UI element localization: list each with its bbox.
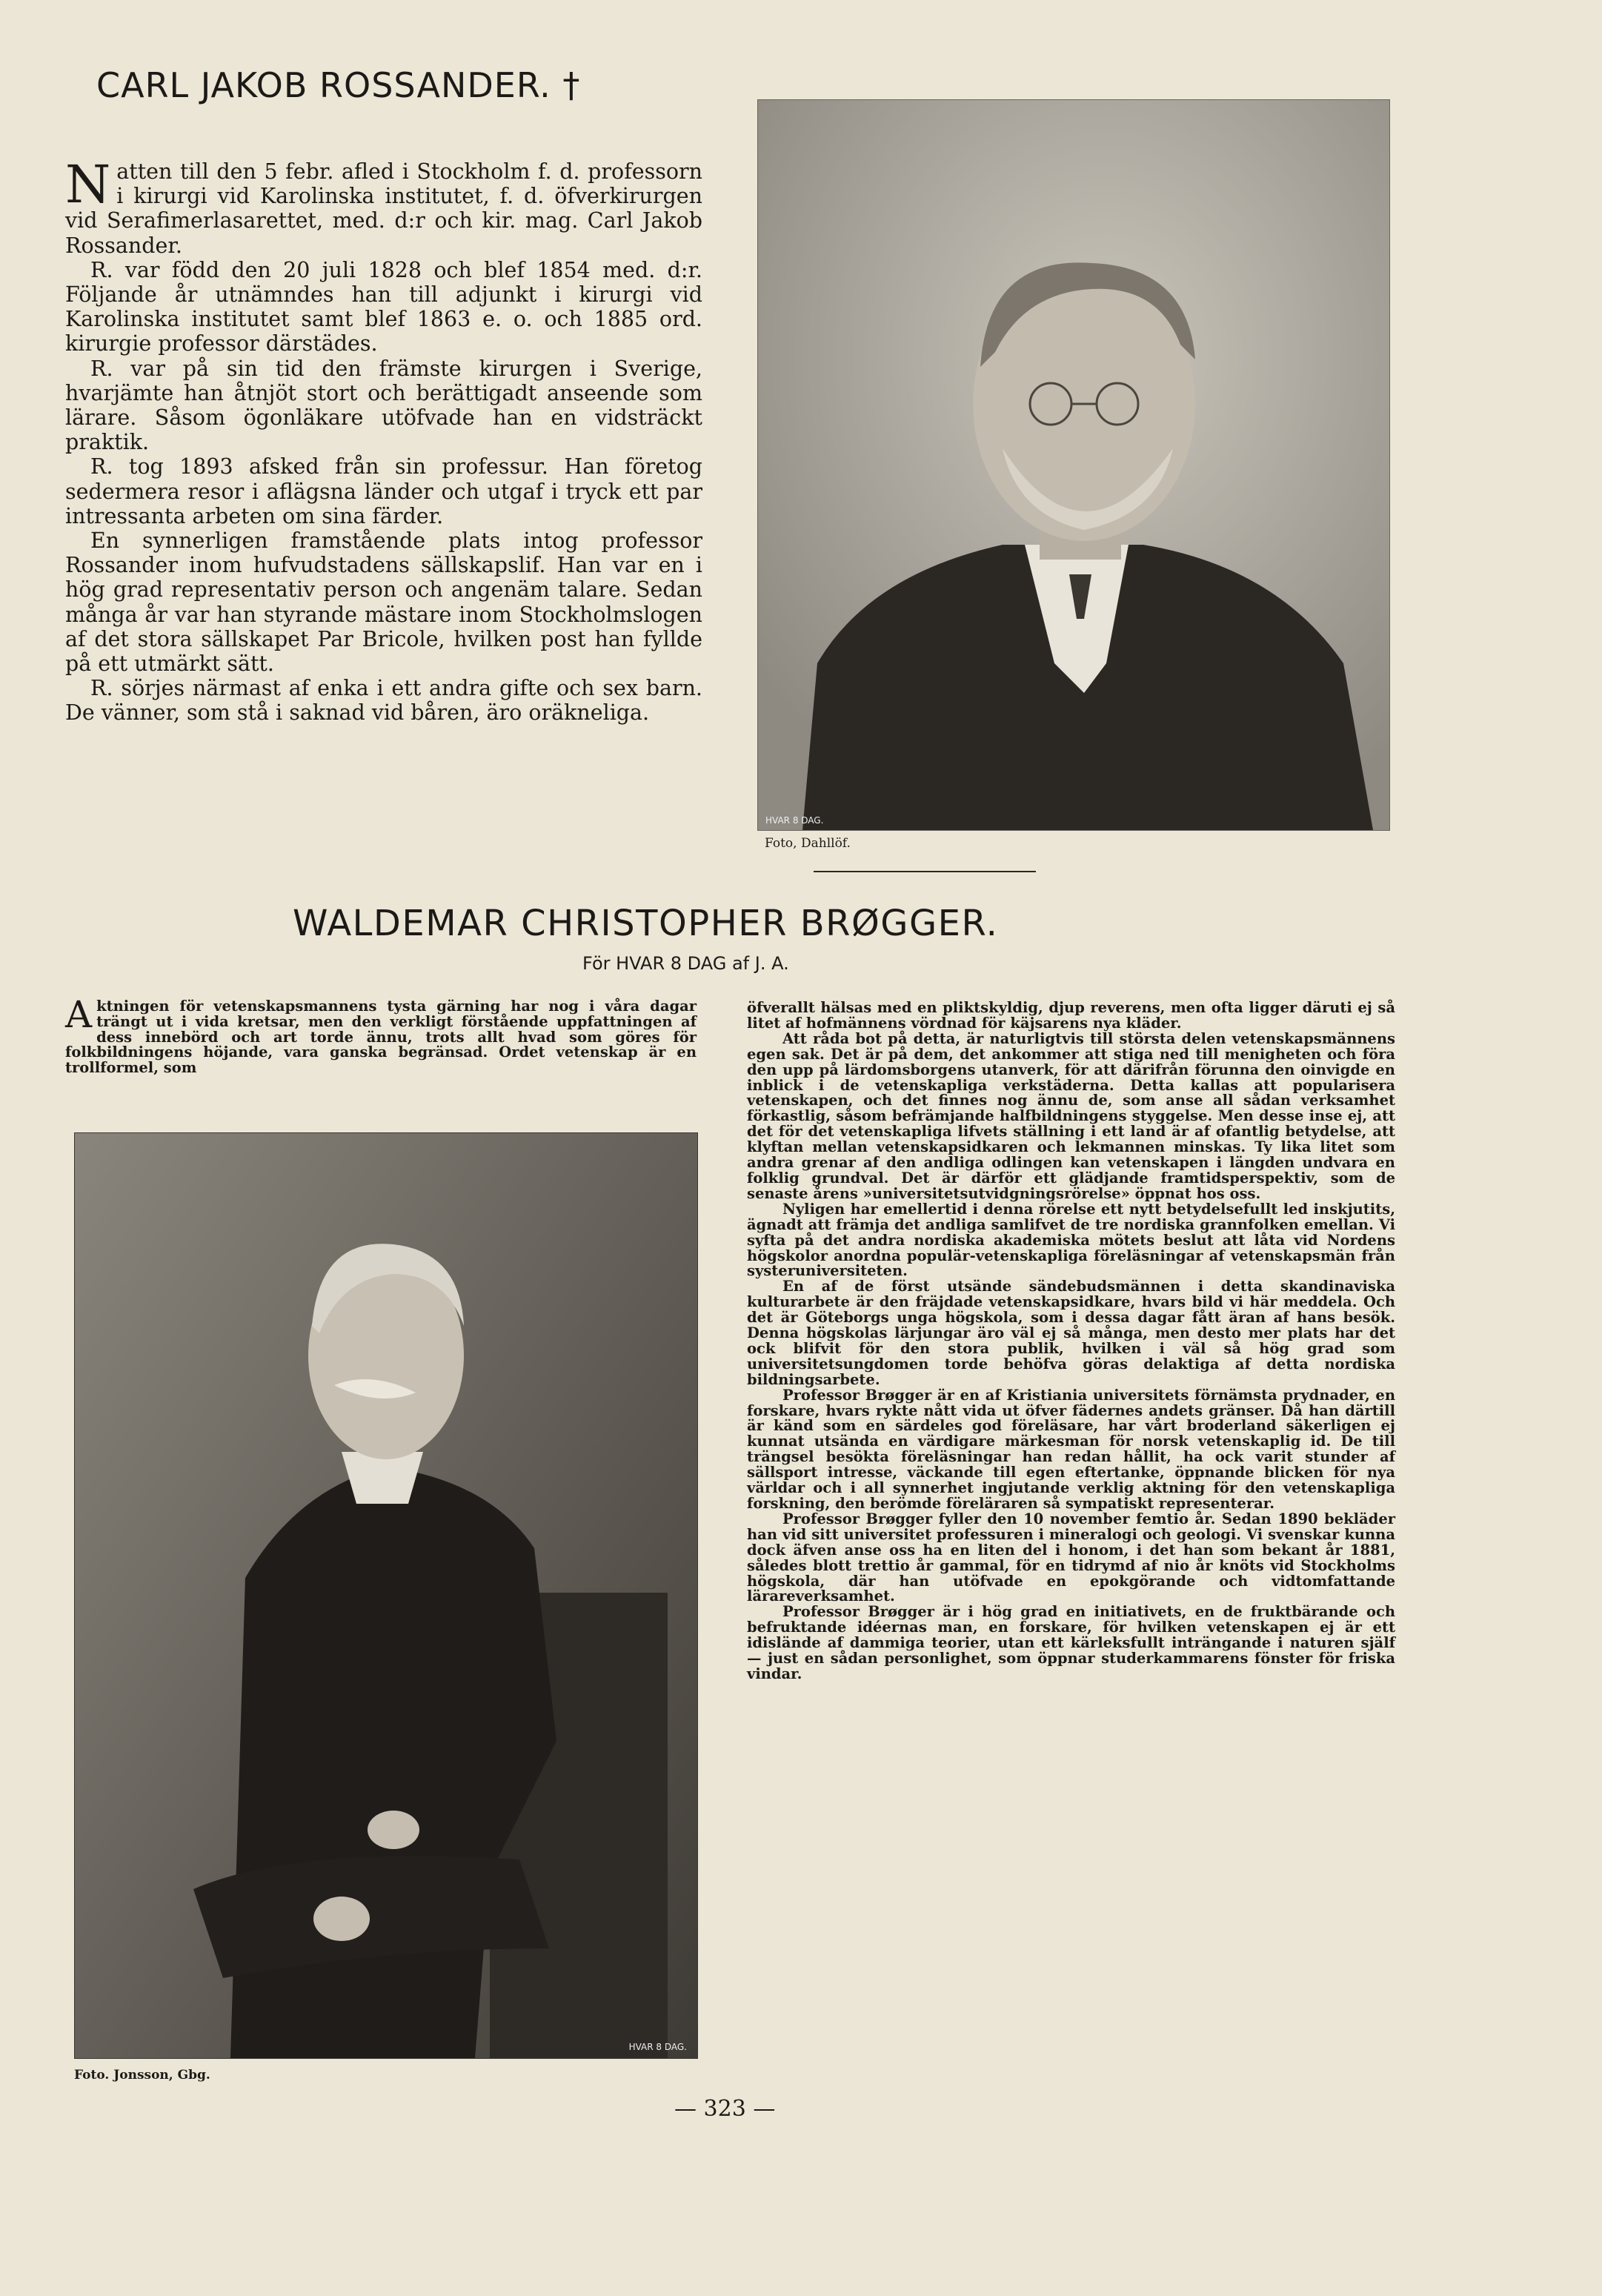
paragraph: R. tog 1893 afsked från sin professur. Han företog sedermera resor i aflägsna länder och utgaf i tryck ett par intressanta arbeten om sina färder.: [65, 454, 702, 528]
paragraph: R. sörjes närmast af enka i ett andra gifte och sex barn. De vänner, som stå i saknad vid båren, äro oräkneliga.: [65, 676, 702, 726]
paragraph: En synnerligen framstående plats intog professor Rossander inom hufvudstadens sällskapslif. Han var en i hög grad representativ person och angenäm talare. Sedan många år var han styrande mästare inom Stockholmslogen af det stora sällskapet Par Bricole, hvilken post han fyllde på ett utmärkt sätt.: [65, 528, 702, 677]
paragraph: R. var född den 20 juli 1828 och blef 1854 med. d:r. Följande år utnämndes han till adjunkt i kirurgi vid Karolinska institutet samt blef 1863 e. o. och 1885 ord. kirurgie professor därstädes.: [65, 257, 702, 356]
article-intro-brogger: Aktningen för vetenskapsmannens tysta gärning har nog i våra dagar trängt ut i vida kretsar, men den verkligt förstående uppfattningen af dess innebörd och art torde ännu, trots allt hvad som göres för folkbildningens höjande, vara ganska begränsad. Ordet vetenskap är en trollformel, som: [65, 993, 697, 1077]
portrait-rossander-image: [758, 100, 1389, 830]
article-body-brogger: [747, 1001, 1395, 1682]
page-number: — 323 —: [674, 2096, 776, 2122]
paragraph: Natten till den 5 febr. afled i Stockholm f. d. professorn i kirurgi vid Karolinska institutet, f. d. öfverkirurgen vid Serafimerlasarettet, med. d:r och kir. mag. Carl Jakob Rossander.: [65, 154, 702, 258]
photo-credit: Foto, Dahllöf.: [765, 836, 851, 851]
paragraph: Att råda bot på detta, är naturligtvis till största delen vetenskapsmännens egen sak. Det är på dem, det ankommer att stiga ned till menigheten och föra den upp på lärdomsborgens utanverk, för att därifrån förunna den oinvigde en inblick i de vetenskapliga verkstäderna. Detta kallas att popularisera vetenskapen, och det finnes nog ännu de, som anse all sådan verksamhet förkastlig, såsom befrämjande halfbildningens styggelse. Men desse inse ej, att det för det vetenskapliga lifvets ställning i ett land är af ofantlig betydelse, att klyftan mellan vetenskapsidkaren och lekmannen minskas. Ty lika litet som andra grenar af den andliga odlingen kan vetenskapen i längden undvara en folklig grundval. Det är därför ett glädjande framtidsperspektiv, som de senaste årens »universitetsutvidgningsrörelse» öppnat hos oss.: [747, 1029, 1395, 1202]
paragraph: Nyligen har emellertid i denna rörelse ett nytt betydelsefullt led inskjutits, ägnadt att främja det andliga samlifvet de tre nordiska grannfolken emellan. Vi syfta på det andra nordiska akademiska mötets beslut att låta vid Nordens högskolor anordna populär-vetenskapliga föreläsningar af vetenskapsmän från systeruniversiteten.: [747, 1200, 1395, 1280]
article-title-brogger: WALDEMAR CHRISTOPHER BRØGGER.: [293, 903, 999, 944]
byline: För HVAR 8 DAG af J. A.: [582, 953, 789, 974]
photo-watermark: HVAR 8 DAG.: [765, 815, 824, 826]
drop-cap: A: [65, 993, 93, 1036]
drop-cap: N: [65, 154, 111, 215]
paragraph: Professor Brøgger är en af Kristiania universitets förnämsta prydnader, en forskare, hvars rykte nått vida ut öfver fädernes andets gränser. Då han därtill är känd som en särdeles god föreläsare, har vårt broderland säkerligen ej kunnat utsända en värdigare märkesman för norsk vetenskaplig id. De till trängsel besökta föreläsningar han redan hållit, ha ock varit stunder af sällsport intresse, väckande till egen eftertanke, öppnande blicken för nya världar och i all synnerhet ingjutande verklig aktning för den vetenskapliga forskning, den berömde föreläraren så sympatiskt representerar.: [747, 1386, 1395, 1512]
paragraph: öfverallt hälsas med en pliktskyldig, djup reverens, men ofta ligger däruti ej så litet af hofmännens vördnad för käjsarens nya kläder.: [747, 999, 1395, 1032]
article-divider: [814, 871, 1036, 872]
article-title-rossander: CARL JAKOB ROSSANDER. †: [96, 65, 581, 105]
portrait-brogger-image: [75, 1133, 697, 2058]
portrait-brogger: [74, 1132, 698, 2059]
article-body-rossander: [65, 154, 702, 726]
paragraph: R. var på sin tid den främste kirurgen i Sverige, hvarjämte han åtnjöt stort och berättigadt anseende som lärare. Såsom ögonläkare utöfvade han en vidsträckt praktik.: [65, 356, 702, 455]
paragraph: Professor Brøgger är i hög grad en initiativets, en de fruktbärande och befruktande idéernas man, en forskare, för hvilken vetenskapen ej är ett idisländе af dammiga teorier, utan ett kärleksfullt inträngande i naturen själf — just en sådan personlighet, som öppnar studerkammarens fönster för friska vindar.: [747, 1603, 1395, 1682]
paragraph: Professor Brøgger fyller den 10 november femtio år. Sedan 1890 bekläder han vid sitt universitet professuren i mineralogi och geologi. Vi svenskar kunna dock äfven anse oss ha en liten del i honom, i det han som bekant år 1881, således blott trettio år gammal, för en tidrymd af nio år knöts vid Stockholms högskola, där han utöfvade en epokgörande och vidtomfattande lärareverksamhet.: [747, 1510, 1395, 1605]
paragraph: En af de först utsände sändebudsmännen i detta skandinaviska kulturarbete är den fräjdade vetenskapsidkare, hvars bild vi här meddela. Och det är Göteborgs unga högskola, som i dessa dagar fått äran af hans besök. Denna högskolas lärjungar äro väl ej så många, men desto mer plats har det ock blifvit för den stora publik, hvilken i väl så hög grad som universitetsungdomen torde behöfva göras delaktiga af detta nordiska bildningsarbete.: [747, 1278, 1395, 1388]
photo-watermark: HVAR 8 DAG.: [628, 2042, 687, 2052]
portrait-rossander: [757, 99, 1390, 831]
photo-credit: Foto. Jonsson, Gbg.: [74, 2068, 210, 2083]
